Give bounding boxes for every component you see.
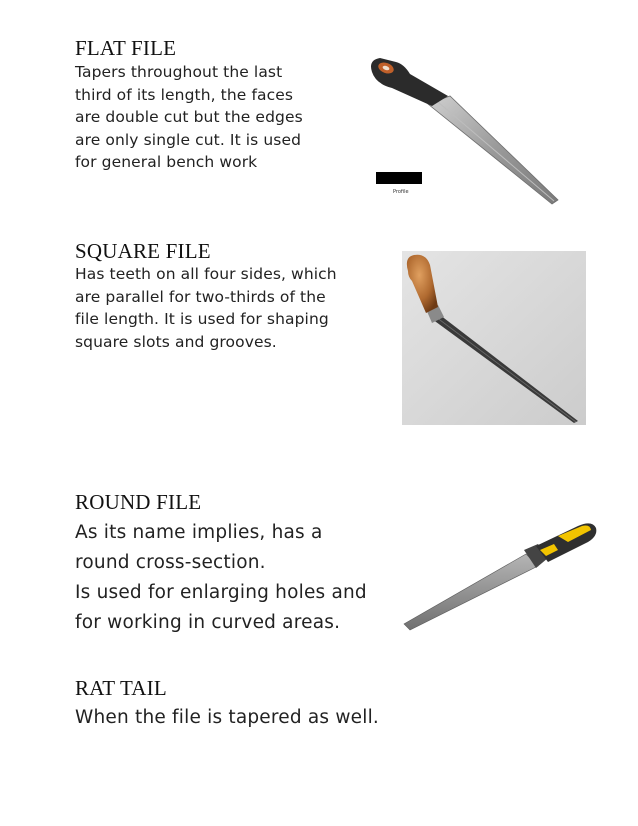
round-file-blade [404, 554, 538, 630]
flat-file-line: third of its length, the faces [75, 85, 294, 104]
round-file-heading: ROUND FILE [75, 490, 202, 514]
flat-file-description [75, 61, 303, 174]
profile-caption: Profile [393, 189, 409, 195]
flat-file-line: are only single cut. It is used [75, 130, 302, 149]
square-file-heading: SQUARE FILE [75, 239, 211, 263]
flat-file-heading: FLAT FILE [75, 36, 177, 60]
round-file-icon [398, 518, 602, 634]
square-file-line: are parallel for two-thirds of the [75, 287, 326, 306]
flat-file-icon [366, 52, 572, 212]
square-file-line: square slots and grooves. [75, 332, 277, 351]
round-file-line: As its name implies, has a [75, 522, 323, 543]
flat-file-line: Tapers throughout the last [75, 63, 283, 81]
square-file-line: Has teeth on all four sides, which [75, 265, 337, 283]
square-file-line: file length. It is used for shaping [75, 310, 329, 328]
flat-file-line: for general bench work [75, 153, 258, 171]
round-file-description [75, 518, 367, 638]
rat-tail-heading: RAT TAIL [75, 676, 167, 700]
round-file-line: for working in curved areas. [75, 612, 341, 633]
round-file-line: Is used for enlarging holes and [75, 582, 367, 603]
square-file-description [75, 263, 337, 353]
profile-bar [376, 172, 422, 184]
square-file-icon [402, 251, 586, 425]
flat-file-line: are double cut but the edges [75, 108, 303, 126]
rat-tail-description [75, 703, 379, 733]
flat-file-blade-edge [438, 102, 554, 201]
round-file-line: round cross-section. [75, 552, 266, 573]
rat-tail-line: When the file is tapered as well. [75, 707, 380, 728]
